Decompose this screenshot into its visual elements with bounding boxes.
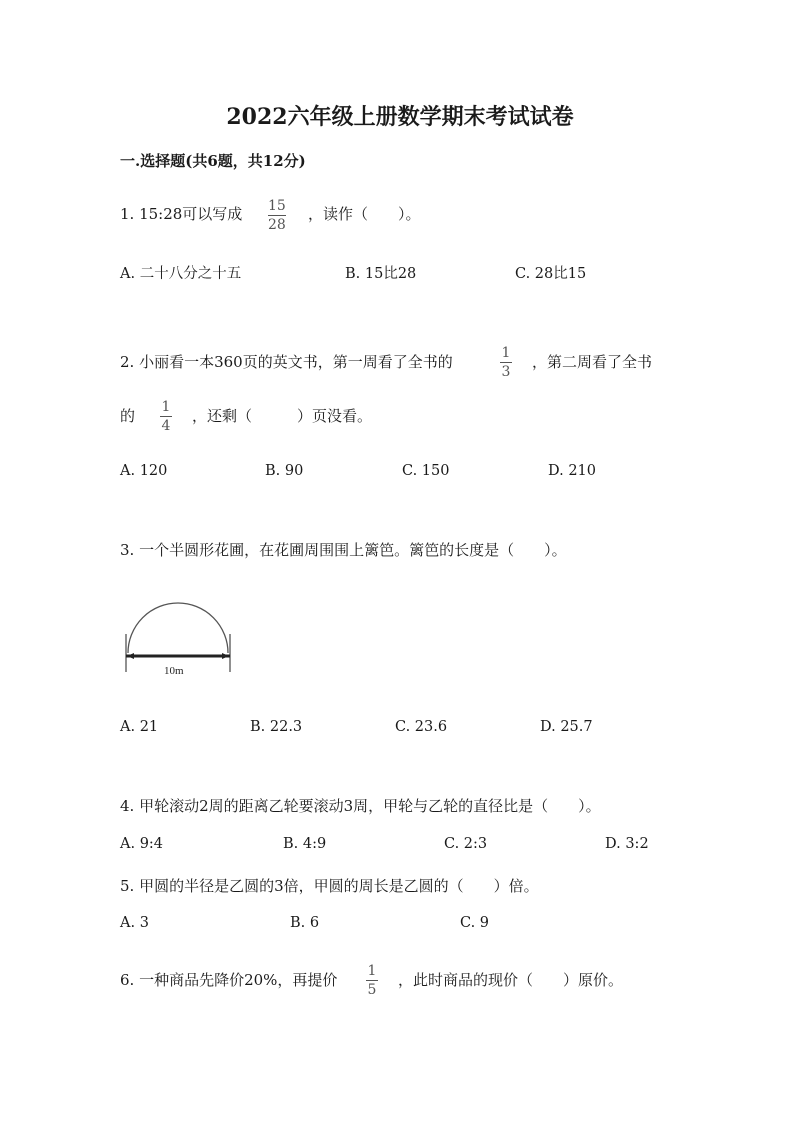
q5-option-b: B. 6 bbox=[290, 915, 320, 931]
q2-text-b: ，第二周看了全书 bbox=[532, 353, 653, 371]
semicircle-arc bbox=[128, 603, 228, 653]
q2-option-d: D. 210 bbox=[548, 463, 597, 479]
fraction-bar bbox=[500, 362, 512, 363]
q1-frac-den: 28 bbox=[268, 217, 286, 233]
q1-option-b: B. 15比28 bbox=[345, 266, 417, 282]
q2-fraction-1 bbox=[500, 345, 512, 380]
q6-fraction bbox=[366, 963, 378, 998]
q3-option-b: B. 22.3 bbox=[250, 719, 303, 735]
arrow-right-icon bbox=[222, 653, 229, 659]
q6-frac-den: 5 bbox=[367, 982, 377, 998]
q4-text: 4. 甲轮滚动2周的距离乙轮要滚动3周，甲轮与乙轮的直径比是（ ）。 bbox=[120, 797, 601, 815]
q1-option-c: C. 28比15 bbox=[515, 266, 587, 282]
q6-text-a: 6. 一种商品先降价20%，再提价 bbox=[120, 971, 338, 989]
arrow-left-icon bbox=[127, 653, 134, 659]
q4-option-a: A. 9:4 bbox=[120, 836, 164, 852]
q1-fraction bbox=[268, 198, 286, 233]
q2-text-d: ，还剩（ ）页没看。 bbox=[192, 407, 373, 425]
q1-frac-num: 15 bbox=[268, 198, 286, 214]
q3-text: 3. 一个半圆形花圃，在花圃周围围上篱笆。篱笆的长度是（ ）。 bbox=[120, 541, 567, 559]
q2-fraction-2 bbox=[160, 399, 172, 434]
q6-text-b: ，此时商品的现价（ ）原价。 bbox=[398, 971, 624, 989]
q1-text-a: 1. 15:28可以写成 bbox=[120, 205, 243, 223]
q2-frac2-den: 4 bbox=[161, 418, 171, 434]
fraction-bar bbox=[160, 416, 172, 417]
q4-option-b: B. 4:9 bbox=[283, 836, 327, 852]
q3-option-c: C. 23.6 bbox=[395, 719, 448, 735]
fraction-bar bbox=[268, 215, 286, 216]
q5-option-c: C. 9 bbox=[460, 915, 490, 931]
q2-option-c: C. 150 bbox=[402, 463, 450, 479]
q2-text-c: 的 bbox=[120, 407, 136, 425]
q3-option-a: A. 21 bbox=[120, 719, 159, 735]
page-title: 2022六年级上册数学期末考试试卷 bbox=[226, 104, 574, 130]
q3-option-d: D. 25.7 bbox=[540, 719, 593, 735]
q2-option-b: B. 90 bbox=[265, 463, 304, 479]
figure-label: 10m bbox=[164, 665, 184, 677]
q1-option-a: A. 二十八分之十五 bbox=[120, 266, 242, 282]
q5-text: 5. 甲圆的半径是乙圆的3倍，甲圆的周长是乙圆的（ ）倍。 bbox=[120, 877, 539, 895]
q2-text-a: 2. 小丽看一本360页的英文书，第一周看了全书的 bbox=[120, 353, 453, 371]
q6-frac-num: 1 bbox=[367, 963, 377, 979]
semicircle-figure bbox=[120, 590, 240, 685]
section-heading: 一.选择题(共6题，共12分) bbox=[120, 152, 306, 170]
q1-text-b: ，读作（ ）。 bbox=[308, 205, 421, 223]
q4-option-d: D. 3:2 bbox=[605, 836, 649, 852]
q2-option-a: A. 120 bbox=[120, 463, 168, 479]
q2-frac1-num: 1 bbox=[501, 345, 511, 361]
q5-option-a: A. 3 bbox=[120, 915, 149, 931]
fraction-bar bbox=[366, 980, 378, 981]
q2-frac2-num: 1 bbox=[161, 399, 171, 415]
q2-frac1-den: 3 bbox=[501, 364, 511, 380]
q4-option-c: C. 2:3 bbox=[444, 836, 488, 852]
